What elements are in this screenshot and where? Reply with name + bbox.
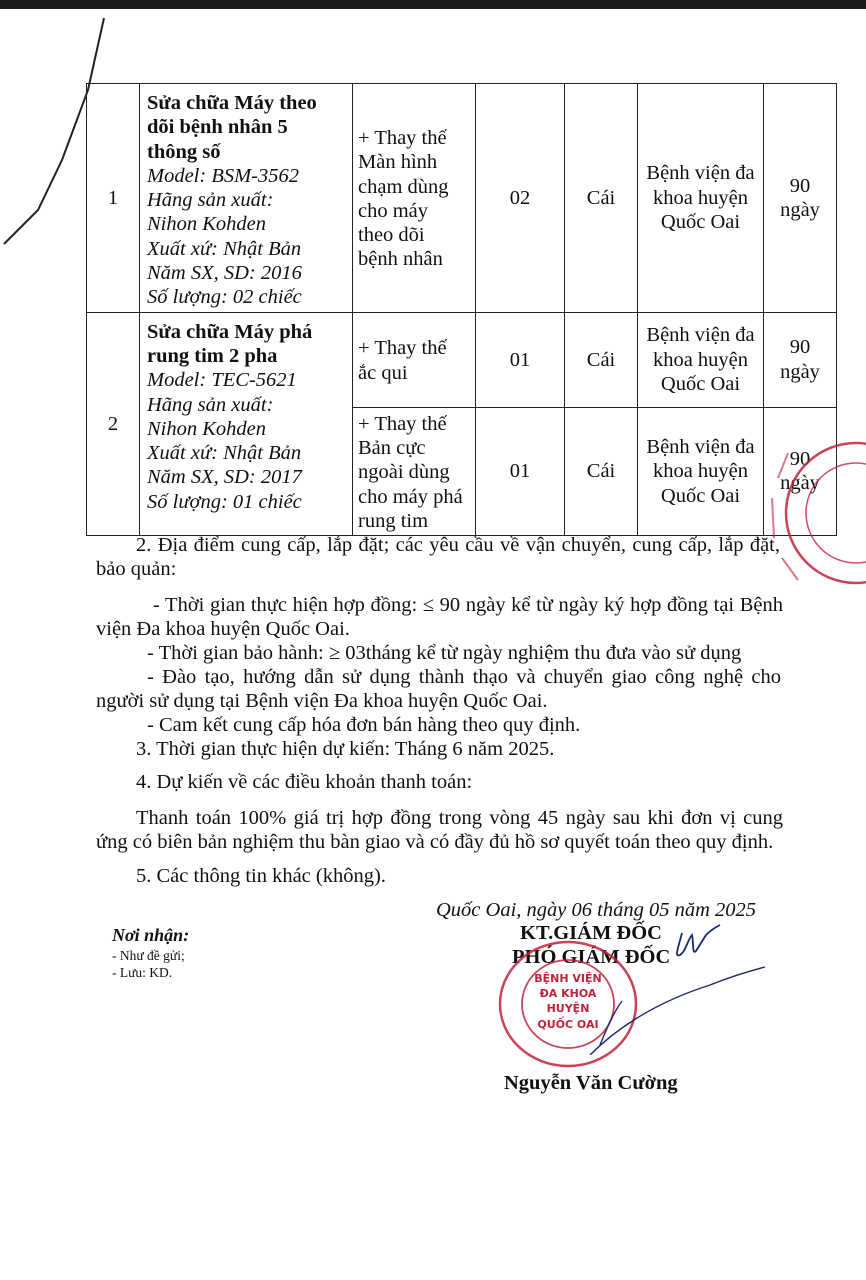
row-number: 1 [87, 84, 140, 313]
bullet-invoice: - Cam kết cung cấp hóa đơn bán hàng theo quy định. [147, 714, 581, 736]
location-line: Quốc Oai [660, 484, 741, 507]
table-row [87, 84, 837, 313]
section-5: 5. Các thông tin khác (không). [136, 865, 386, 887]
item-name-cell [140, 84, 353, 313]
item-spec-line: Năm SX, SD: 2016 [147, 262, 302, 285]
item-spec-line: Model: TEC-5621 [147, 369, 297, 392]
items-table [86, 83, 837, 536]
quantity: 01 [476, 312, 565, 407]
duration [764, 84, 837, 313]
item-name-line: thông số [147, 140, 221, 163]
location-line: Bệnh viện đa [646, 162, 755, 185]
duration-line: ngày [780, 198, 820, 221]
duration-line: ngày [780, 472, 820, 495]
item-spec-line: Xuất xứ: Nhật Bản [147, 237, 302, 260]
item-spec-line: Hãng sản xuất: [147, 393, 274, 416]
desc-line: theo dõi [358, 224, 425, 247]
desc-line: Bản cực [358, 436, 426, 459]
item-name-cell [140, 312, 353, 535]
bullet-contract-time-1: - Thời gian thực hiện hợp đồng: ≤ 90 ngày kể từ ngày ký hợp đồng tại Bệnh [153, 594, 783, 616]
recipients-heading: Nơi nhận: [112, 925, 190, 945]
item-spec-line: Nihon Kohden [147, 417, 267, 440]
desc-line: Màn hình [358, 151, 438, 174]
section-3: 3. Thời gian thực hiện dự kiến: Tháng 6 năm 2025. [136, 738, 555, 760]
desc-line: + Thay thế [358, 412, 447, 435]
bullet-warranty: - Thời gian bảo hành: ≥ 03tháng kể từ ngày nghiệm thu đưa vào sử dụng [147, 642, 742, 664]
location-line: Quốc Oai [660, 372, 741, 395]
location-line: khoa huyện [652, 186, 749, 209]
desc-line: chạm dùng [358, 175, 449, 198]
location [638, 312, 764, 407]
signer-title-1: KT.GIÁM ĐỐC [520, 922, 662, 944]
row-number: 2 [87, 312, 140, 535]
svg-text:QUỐC OAI: QUỐC OAI [537, 1018, 599, 1031]
signer-title-2: PHÓ GIÁM ĐỐC [512, 946, 671, 968]
item-spec-line: Số lượng: 01 chiếc [147, 490, 302, 513]
item-name-line: dõi bệnh nhân 5 [147, 116, 288, 139]
duration-line: ngày [780, 360, 820, 383]
unit: Cái [565, 407, 638, 535]
desc-line: ắc qui [358, 361, 408, 384]
work-description [353, 312, 476, 407]
unit: Cái [565, 84, 638, 313]
quantity: 01 [476, 407, 565, 535]
top-dark-band [0, 0, 866, 9]
location-line: Bệnh viện đa [646, 324, 755, 347]
bullet-training-1: - Đào tạo, hướng dẫn sử dụng thành thạo và chuyển giao công nghệ cho [147, 666, 781, 688]
item-spec-line: Số lượng: 02 chiếc [147, 286, 302, 309]
svg-text:BỆNH VIỆN: BỆNH VIỆN [534, 972, 602, 985]
item-name-line: rung tim 2 pha [147, 344, 278, 367]
quantity: 02 [476, 84, 565, 313]
desc-line: + Thay thế [358, 337, 447, 360]
work-description [353, 407, 476, 535]
section-2-line-1: 2. Địa điểm cung cấp, lắp đặt; các yêu cầu về vận chuyển, cung cấp, lắp đặt, [136, 534, 780, 556]
location-line: Bệnh viện đa [646, 435, 755, 458]
signer-name: Nguyễn Văn Cường [504, 1072, 678, 1094]
item-name-line: Sửa chữa Máy phá [147, 320, 313, 343]
partial-stamp [768, 438, 866, 588]
location-line: Quốc Oai [660, 210, 741, 233]
desc-line: + Thay thế [358, 126, 447, 149]
payment-line-1: Thanh toán 100% giá trị hợp đồng trong vòng 45 ngày sau khi đơn vị cung [136, 807, 783, 829]
duration-line: 90 [789, 336, 811, 359]
recipient-item: - Lưu: KD. [112, 965, 173, 980]
recipient-item: - Như đề gửi; [112, 948, 185, 963]
svg-text:ĐA KHOA: ĐA KHOA [539, 987, 597, 1000]
item-name-line: Sửa chữa Máy theo [147, 92, 317, 114]
item-spec-line: Nihon Kohden [147, 213, 267, 236]
item-spec-line: Hãng sản xuất: [147, 189, 274, 212]
work-description [353, 84, 476, 313]
item-spec-line: Model: BSM-3562 [147, 164, 299, 187]
duration-line: 90 [789, 174, 811, 197]
location-line: khoa huyện [652, 460, 749, 483]
desc-line: bệnh nhân [358, 248, 443, 271]
table-row [87, 312, 837, 407]
desc-line: ngoài dùng [358, 461, 450, 484]
section-4: 4. Dự kiến về các điều khoản thanh toán: [136, 771, 473, 793]
bullet-training-2: người sử dụng tại Bệnh viện Đa khoa huyện Quốc Oai. [96, 690, 548, 712]
handwritten-signature [560, 905, 780, 1055]
desc-line: cho máy phá [358, 485, 463, 508]
section-2-line-2: bảo quản: [96, 558, 177, 580]
item-spec-line: Xuất xứ: Nhật Bản [147, 442, 302, 465]
svg-text:HUYỆN: HUYỆN [546, 1002, 590, 1015]
duration-line: 90 [789, 448, 811, 471]
duration [764, 312, 837, 407]
desc-line: cho máy [358, 199, 429, 222]
payment-line-2: ứng có biên bản nghiệm thu bàn giao và có đầy đủ hồ sơ quyết toán theo quy định. [96, 831, 774, 853]
location [638, 84, 764, 313]
unit: Cái [565, 312, 638, 407]
item-spec-line: Năm SX, SD: 2017 [147, 466, 302, 489]
place-date: Quốc Oai, ngày 06 tháng 05 năm 2025 [436, 899, 757, 921]
location [638, 407, 764, 535]
bullet-contract-time-2: viện Đa khoa huyện Quốc Oai. [96, 618, 350, 640]
desc-line: rung tim [358, 509, 429, 532]
location-line: khoa huyện [652, 348, 749, 371]
